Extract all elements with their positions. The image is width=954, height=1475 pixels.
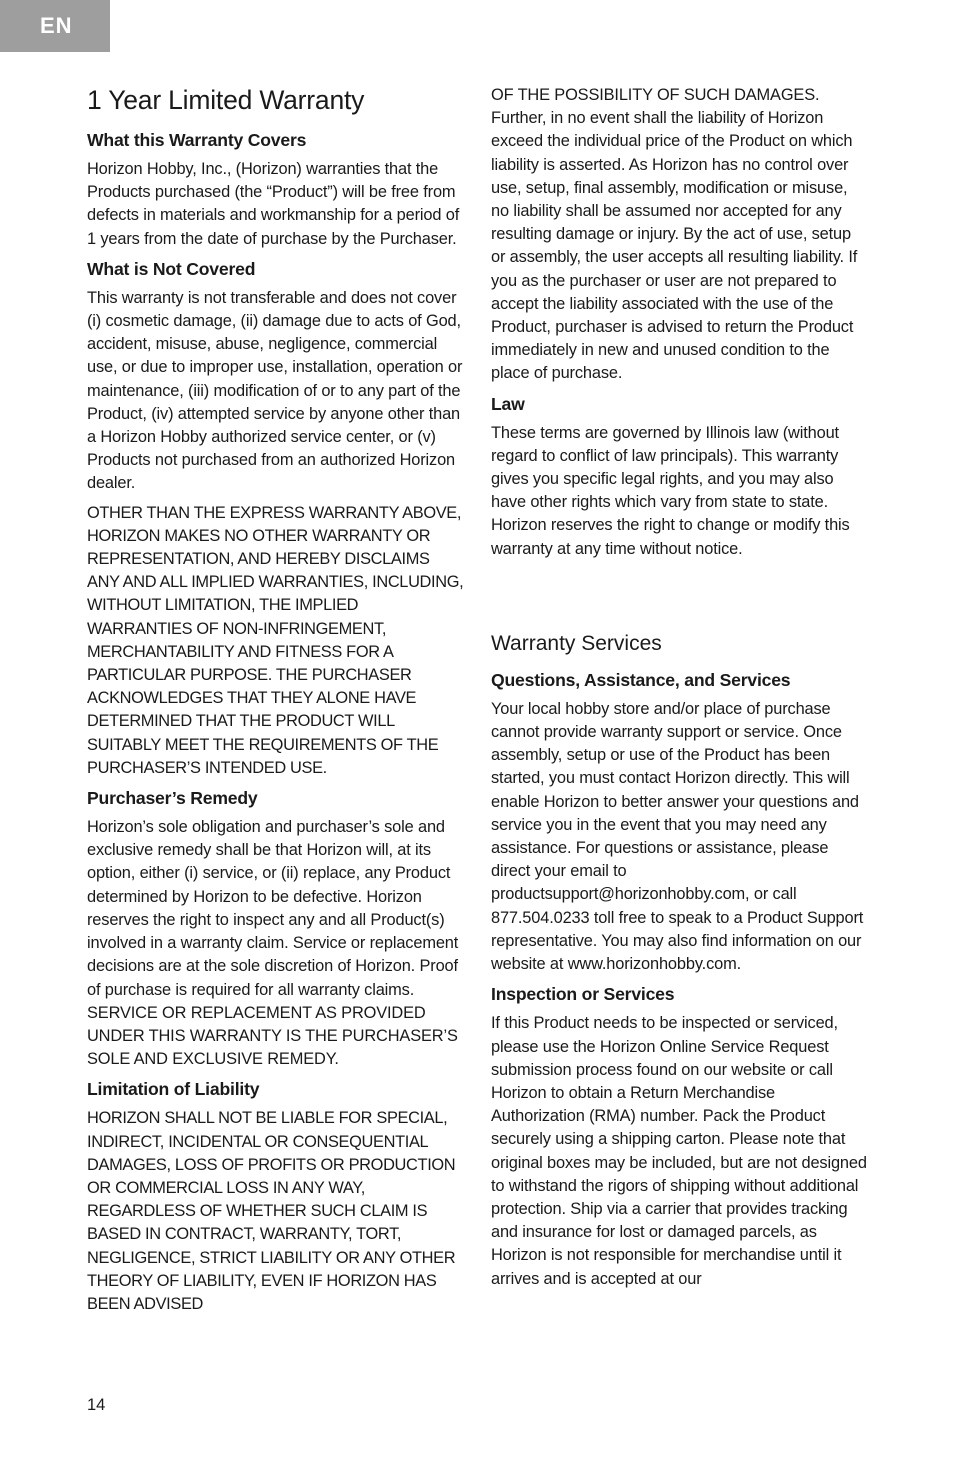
not-covered-paragraph: This warranty is not transferable and does not cover (i) cosmetic damage, (ii) damage due to acts of God, accident, misuse, abuse, negligence, commercial use, or due to improper use, installation, operation or maintenance, (iii) modification of or to any part of the Product, (iv) attempted service by anyone other than a Horizon Hobby authorized service center, or (v) Products not purchased from an authorized Horizon dealer.: [87, 288, 463, 493]
inspection-heading: Inspection or Services: [491, 984, 675, 1005]
liability-heading: Limitation of Liability: [87, 1079, 260, 1100]
left-column: [87, 82, 465, 1322]
liability-paragraph: HORIZON SHALL NOT BE LIABLE FOR SPECIAL, INDIRECT, INCIDENTAL OR CONSEQUENTIAL DAMAGES, LOSS OF PROFITS OR PRODUCTION OR COMMERCIAL LOSS IN ANY WAY, REGARDLESS OF WHETHER SUCH CLAIM IS BASED IN CONTRACT, WARRANTY, TORT, NEGLIGENCE, STRICT LIABILITY OR ANY OTHER THEORY OF LIABILITY, EVEN IF HORIZON HAS BEEN ADVISED: [87, 1109, 456, 1313]
page-title: 1 Year Limited Warranty: [87, 85, 365, 115]
remedy-paragraph: Horizon’s sole obligation and purchaser’s sole and exclusive remedy shall be that Horizon will, at its option, either (i) service, or (ii) replace, any Product determined by Horizon to be defective. Horizon reserves the right to inspect any and all Product(s) involved in a warranty claim. Service or replacement decisions are at the sole discretion of Horizon. Proof of purchase is required for all warranty claims. SERVICE OR REPLACEMENT AS PROVIDED UNDER THIS WARRANTY IS THE PURCHASER’S SOLE AND EXCLUSIVE REMEDY.: [87, 818, 459, 1069]
questions-paragraph: Your local hobby store and/or place of purchase cannot provide warranty support or service. Once assembly, setup or use of the Product has been started, you must contact Horizon directly. This will enable Horizon to better answer your questions and service you in the event that you may need any assistance. For questions or assistance, please direct your email to productsupport@horizonhobby.com, or call 877.504.0233 toll free to speak to a Product Support representative. You may also find information on our website at www.horizonhobby.com.: [491, 699, 864, 974]
section-spacer: [491, 567, 869, 629]
inspection-paragraph: If this Product needs to be inspected or serviced, please use the Horizon Online Service Request submission process found on our website or call Horizon to obtain a Return Merchandise Authorization (RMA) number. Pack the Product securely using a shipping carton. Please note that original boxes may be included, but are not designed to withstand the rigors of shipping without additional protection. Ship via a carrier that provides tracking and insurance for lost or damaged parcels, as Horizon is not responsible for merchandise until it arrives and is accepted at our: [491, 1014, 867, 1288]
services-title: Warranty Services: [491, 631, 662, 655]
questions-heading: Questions, Assistance, and Services: [491, 669, 791, 690]
law-heading: Law: [491, 393, 525, 414]
page-number: 14: [87, 1396, 106, 1414]
covers-heading: What this Warranty Covers: [87, 130, 307, 150]
covers-paragraph: Horizon Hobby, Inc., (Horizon) warranties that the Products purchased (the “Product”) will be free from defects in materials and workmanship for a period of 1 years from the date of purchase by the Purchaser.: [87, 160, 460, 248]
language-tab: EN: [0, 0, 110, 52]
right-column: [491, 84, 869, 1297]
remedy-heading: Purchaser’s Remedy: [87, 788, 258, 809]
not-covered-heading: What is Not Covered: [87, 258, 256, 279]
disclaimer-paragraph: OTHER THAN THE EXPRESS WARRANTY ABOVE, HORIZON MAKES NO OTHER WARRANTY OR REPRESENTATION, AND HEREBY DISCLAIMS ANY AND ALL IMPLIED WARRANTIES, INCLUDING, WITHOUT LIMITATION, THE IMPLIED WARRANTIES OF NON-INFRINGEMENT, MERCHANTABILITY AND FITNESS FOR A PARTICULAR PURPOSE. THE PURCHASER ACKNOWLEDGES THAT THEY ALONE HAVE DETERMINED THAT THE PRODUCT WILL SUITABLY MEET THE REQUIREMENTS OF THE PURCHASER’S INTENDED USE.: [87, 503, 464, 777]
liability-continued-paragraph: OF THE POSSIBILITY OF SUCH DAMAGES. Further, in no event shall the liability of Horizon exceed the individual price of the Product on which liability is asserted. As Horizon has no control over use, setup, final assembly, modification or misuse, no liability shall be assumed nor accepted for any resulting damage or injury. By the act of use, setup or assembly, the user accepts all resulting liability. If you as the purchaser or user are not prepared to accept the liability associated with the use of the Product, purchaser is advised to return the Product immediately in new and unused condition to the place of purchase.: [491, 86, 858, 383]
law-paragraph: These terms are governed by Illinois law (without regard to conflict of law principals). This warranty gives you specific legal rights, and you may also have other rights which vary from state to state. Horizon reserves the right to change or modify this warranty at any time without notice.: [491, 423, 850, 558]
